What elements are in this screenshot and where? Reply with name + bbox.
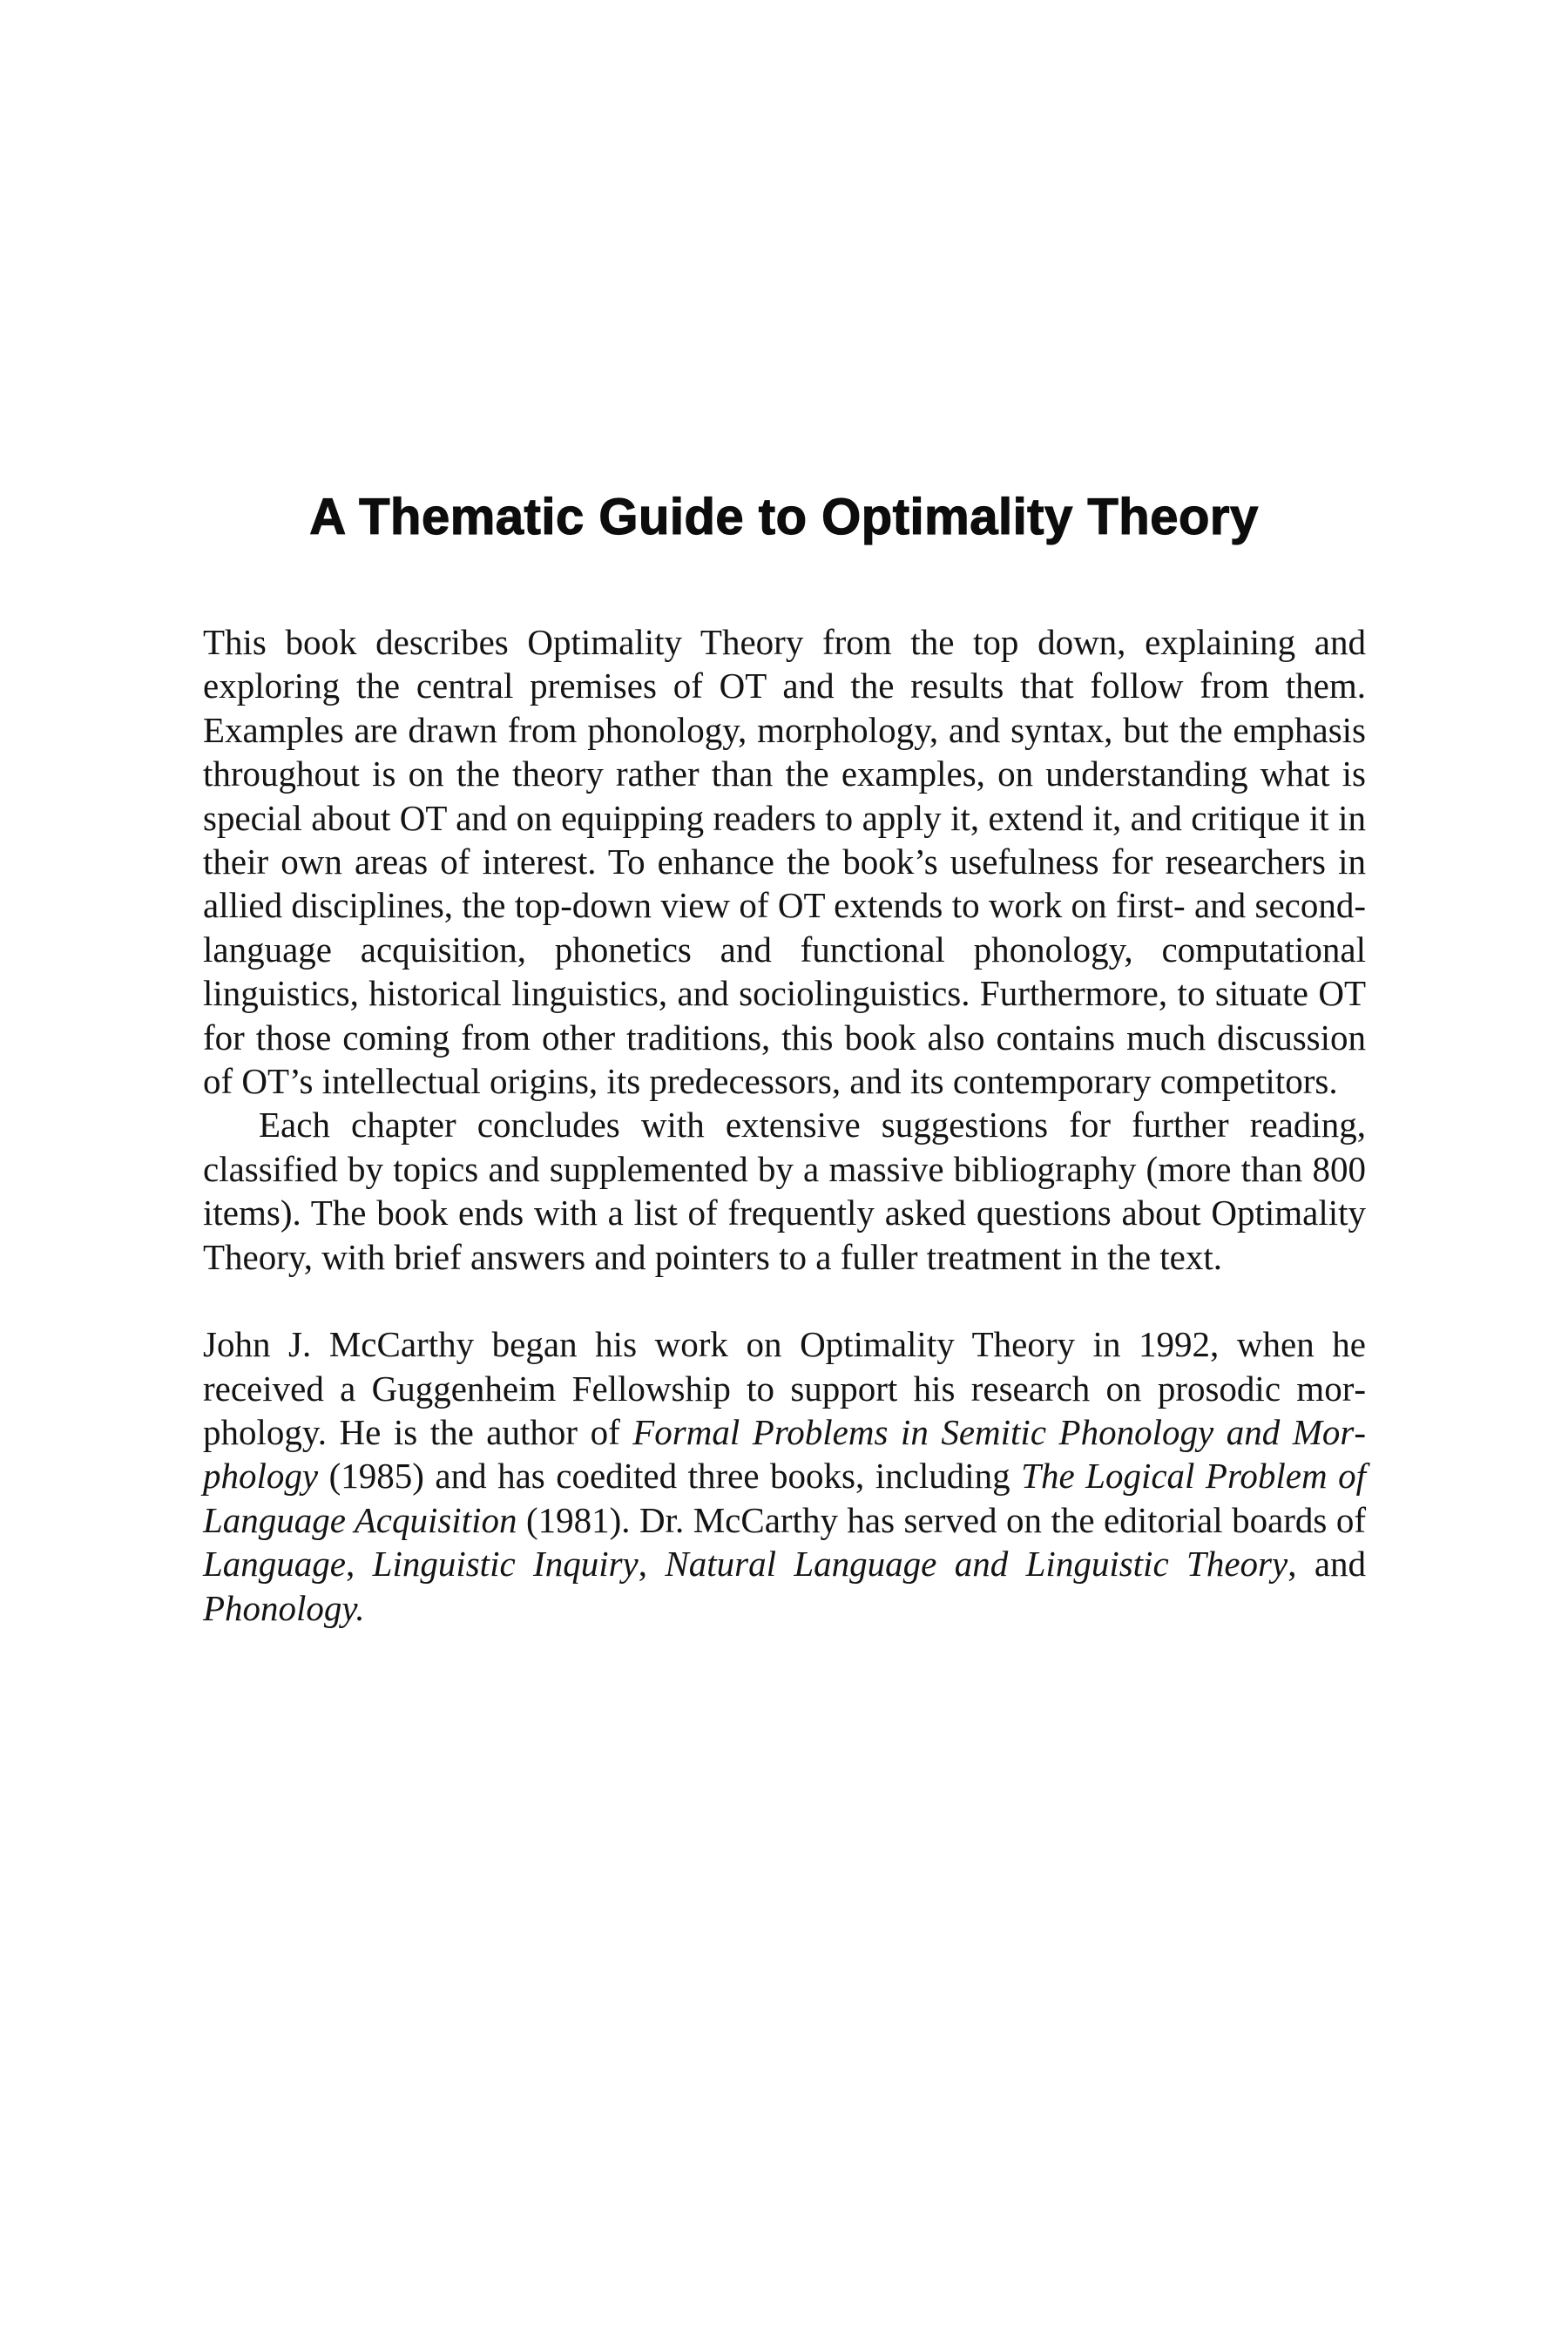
bio-separator-1: ,	[346, 1544, 373, 1585]
bio-text-3: (1981). Dr. McCarthy has served on the editorial boards of	[517, 1499, 1366, 1540]
journal-nllt: Natural Language and Linguistic Theory	[665, 1544, 1288, 1585]
bio-text-1: John J. McCarthy began his work on Optimality Theory in 1992, when he received a Guggenheim Fellowship to support his research on prosodic morphology. He is the author of	[203, 1324, 1366, 1452]
journal-language: Language	[203, 1544, 346, 1585]
book-title-logical-problem: The Logical Problem of Language Acquisition	[203, 1456, 1366, 1540]
description-paragraph-2: Each chapter concludes with extensive suggestions for further reading, classified by topics and supplemented by a massive bibliography (more than 800 items). The book ends with a list of frequently asked questions about Optimality Theory, with brief answers and pointers to a fuller treatment in the text.	[203, 1105, 1366, 1277]
description-paragraph-1: This book describes Optimality Theory from the top down, explaining and exploring the central premises of OT and the results that follow from them. Examples are drawn from phonology, morphology, and syntax, but the emphasis throughout is on the theory rather than the examples, on understanding what is special about OT and on equipping readers to apply it, extend it, and critique it in their own areas of interest. To enhance the book’s usefulness for researchers in allied disciplines, the top-down view of OT extends to work on first- and second-language acquisition, phonetics and functional phonology, computational linguistics, historical linguistics, and sociolinguistics. Furthermore, to situate OT for those coming from other traditions, this book also contains much discussion of OT’s intellectual origins, its predecessors, and its contemporary competitors.	[203, 622, 1366, 1102]
page-title: A Thematic Guide to Optimality Theory	[309, 489, 1259, 545]
bio-separator-3: , and	[1288, 1544, 1367, 1585]
bio-text-2: (1985) and has coedited three books, including	[318, 1456, 1022, 1497]
author-bio-paragraph	[203, 1322, 1366, 1630]
journal-phonology: Phonology.	[203, 1587, 365, 1628]
book-title-formal-problems: Formal Problems in Semitic Phonology and Morphology	[203, 1411, 1366, 1497]
bio-separator-2: ,	[638, 1544, 666, 1585]
journal-linguistic-inquiry: Linguistic Inquiry	[372, 1544, 639, 1585]
body-text	[203, 620, 1366, 1630]
